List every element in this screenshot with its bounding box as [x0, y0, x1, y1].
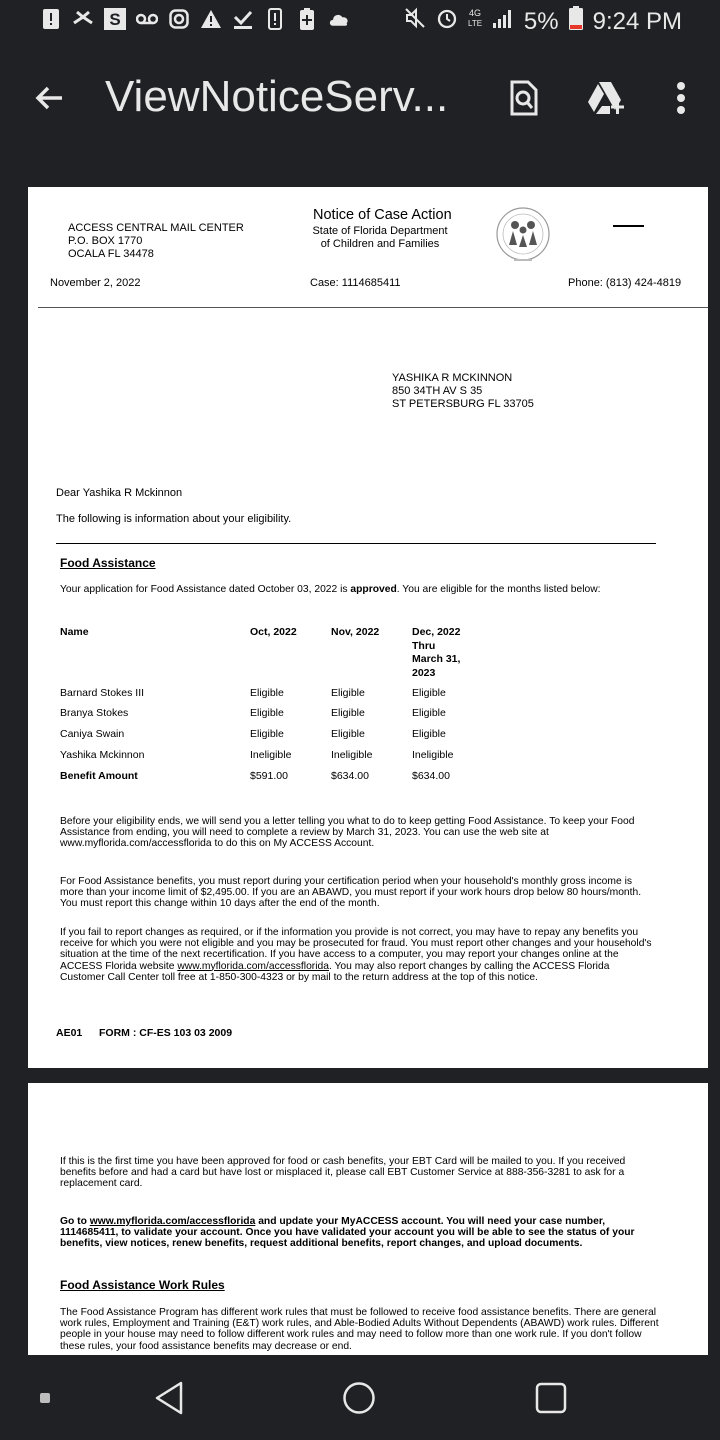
- missed-call-icon: [72, 8, 94, 30]
- nav-dot-icon: [40, 1393, 50, 1403]
- table-cell: Eligible: [250, 687, 284, 699]
- table-cell: Eligible: [331, 687, 365, 699]
- phone-alert-icon: [264, 8, 286, 30]
- navigation-bar: [0, 1355, 720, 1440]
- table-cell: Eligible: [250, 728, 284, 740]
- notification-icons: [40, 8, 350, 30]
- mute-icon: [404, 7, 426, 36]
- sender-line: P.O. BOX 1770: [68, 235, 143, 247]
- form-name: FORM : CF-ES 103 03 2009: [99, 1027, 233, 1039]
- battery-icon: [569, 6, 583, 37]
- more-vert-icon[interactable]: [662, 78, 702, 118]
- back-arrow-icon[interactable]: [30, 78, 70, 118]
- form-id: AE01: [56, 1027, 83, 1039]
- table-cell: Ineligible: [250, 749, 292, 761]
- myaccess-link[interactable]: www.myflorida.com/accessflorida: [89, 1216, 256, 1227]
- clock: 9:24 PM: [592, 7, 682, 35]
- recipient-line: YASHIKA R MCKINNON: [392, 372, 513, 384]
- voicemail-icon: [136, 8, 158, 30]
- table-cell: Yashika Mckinnon: [60, 749, 145, 761]
- table-header-oct: Oct, 2022: [250, 626, 297, 638]
- benefit-amount: $634.00: [412, 770, 450, 782]
- nav-back-icon[interactable]: [153, 1380, 185, 1421]
- greeting: Dear Yashika R Mckinnon: [56, 487, 183, 499]
- sender-address: [68, 222, 244, 261]
- add-to-drive-icon[interactable]: [586, 78, 626, 118]
- table-header-name: Name: [60, 626, 89, 638]
- svg-text:4G: 4G: [468, 8, 481, 18]
- network-4g-icon: [468, 7, 482, 36]
- nav-home-icon[interactable]: [342, 1381, 376, 1420]
- sender-line: OCALA FL 34478: [68, 248, 154, 260]
- signal-icon: [492, 7, 514, 36]
- recipient-line: ST PETERSBURG FL 33705: [392, 398, 534, 410]
- fraud-text-end: . You may also report changes by calling the ACCESS Florida Customer Call Center toll free at 1-850-300-4323 or by mail to the return address at the top of this notice.: [60, 960, 610, 983]
- instagram-icon: [168, 8, 190, 30]
- svg-text:LTE: LTE: [467, 19, 482, 28]
- notice-title: Notice of Case Action: [313, 207, 452, 223]
- dcf-seal-logo: [494, 205, 552, 268]
- header-rule-mark: [613, 225, 644, 227]
- department-line: of Children and Families: [320, 238, 440, 250]
- system-status: [404, 6, 682, 37]
- battery-plus-icon: [296, 8, 318, 30]
- table-cell: Eligible: [331, 728, 365, 740]
- find-in-page-icon[interactable]: [504, 78, 544, 118]
- sender-line: ACCESS CENTRAL MAIL CENTER: [68, 222, 244, 234]
- work-rules-heading: Food Assistance Work Rules: [60, 1278, 225, 1292]
- department-line: State of Florida Department: [312, 225, 448, 237]
- table-header-dec-mar: Dec, 2022 Thru March 31, 2023: [412, 626, 461, 679]
- table-header-nov: Nov, 2022: [331, 626, 380, 638]
- fraud-text: If you fail to report changes as required, or if the information you provide is not correct, you may have to repay any benefits you receive for which you were not eligible and you may be prosecuted for fraud. You must report other changes and your household's situation at the time of the next recertification. If you have access to a computer, you may report your changes online at the ACCESS Florida website: [60, 927, 652, 972]
- reporting-paragraph: For Food Assistance benefits, you must report during your certification period when your household's monthly gross income is more than your income limit of $2,495.00. If you are an ABAWD, you must report if your work hours drop below 80 hours/month. You must report this change within 10 days after the end of the month.: [60, 876, 642, 910]
- myaccess-text: Go to: [60, 1216, 90, 1227]
- approval-text: [60, 584, 650, 595]
- table-cell: Eligible: [412, 707, 446, 719]
- document-page-1[interactable]: [28, 187, 708, 1068]
- document-title: ViewNoticeServ...: [105, 72, 449, 121]
- renewal-paragraph: Before your eligibility ends, we will send you a letter telling you what to do to keep getting Food Assistance. To keep your Food Assistance from ending, you will need to complete a review by March 31, 2023. You can use the web site at www.myflorida.com/accessflorida to do this on My ACCESS Account.: [60, 816, 635, 850]
- case-number: Case: 1114685411: [310, 277, 401, 289]
- approval-text-post: . You are eligible for the months listed below:: [396, 584, 601, 595]
- document-page-2[interactable]: [28, 1083, 708, 1355]
- myaccess-paragraph: [60, 1216, 660, 1250]
- warning-icon: [200, 8, 222, 30]
- table-cell: Ineligible: [412, 749, 454, 761]
- cloud-icon: [328, 8, 350, 30]
- benefit-amount: $634.00: [331, 770, 369, 782]
- table-cell: Barnard Stokes III: [60, 687, 145, 699]
- alert-notification-icon: [40, 8, 62, 30]
- table-cell: Eligible: [412, 728, 446, 740]
- benefit-amount-label: Benefit Amount: [60, 770, 138, 782]
- table-cell: Eligible: [331, 707, 365, 719]
- notice-date: November 2, 2022: [50, 277, 141, 289]
- benefit-amount: $591.00: [250, 770, 288, 782]
- alarm-icon: [436, 7, 458, 36]
- work-rules-paragraph: The Food Assistance Program has different work rules that must be followed to receive food assistance benefits. There are general work rules, Employment and Training (E&T) work rules, and Able-Bodied Adults Without Dependents (ABAWD) work rules. Different people in your house may need to follow different work rules and may need to follow more than one work rule. If you don't follow these rules, your food assistance benefits may decrease or end.: [60, 1307, 659, 1352]
- check-download-icon: [232, 8, 254, 30]
- svg-text:S: S: [109, 10, 121, 29]
- table-cell: Branya Stokes: [60, 707, 129, 719]
- food-assistance-heading: Food Assistance: [60, 556, 156, 570]
- intro-text: The following is information about your eligibility.: [56, 513, 292, 525]
- ebt-card-paragraph: If this is the first time you have been approved for food or cash benefits, your EBT Card will be mailed to you. If you received benefits before and had a card but have lost or misplaced it, please call EBT Customer Service at 888-356-3281 to ask for a replacement card.: [60, 1156, 626, 1190]
- table-cell: Eligible: [412, 687, 446, 699]
- header-divider: [38, 307, 708, 308]
- recipient-line: 850 34TH AV S 35: [392, 385, 483, 397]
- approval-text-pre: Your application for Food Assistance dated October 03, 2022 is: [60, 584, 351, 595]
- table-cell: Eligible: [250, 707, 284, 719]
- table-cell: Caniya Swain: [60, 728, 125, 740]
- fraud-paragraph: [60, 927, 656, 983]
- access-florida-link[interactable]: www.myflorida.com/accessflorida: [177, 960, 329, 972]
- status-bar: [0, 0, 720, 44]
- section-divider: [56, 543, 656, 544]
- recipient-address: [392, 372, 534, 411]
- battery-percent: 5%: [523, 7, 559, 35]
- table-cell: Ineligible: [331, 749, 373, 761]
- s-app-icon: [104, 8, 126, 30]
- phone-number: Phone: (813) 424-4819: [568, 277, 682, 289]
- nav-recents-icon[interactable]: [535, 1382, 567, 1419]
- app-bar: [0, 44, 720, 156]
- myaccess-text-end: and update your MyACCESS account. You will need your case number, 1114685411, to validate your account. Once you have validated your account you will be able to see the status of your benefits, view notices, renew benefits, request additional benefits, report changes, and upload documents.: [60, 1216, 635, 1250]
- approval-status: approved: [350, 584, 397, 595]
